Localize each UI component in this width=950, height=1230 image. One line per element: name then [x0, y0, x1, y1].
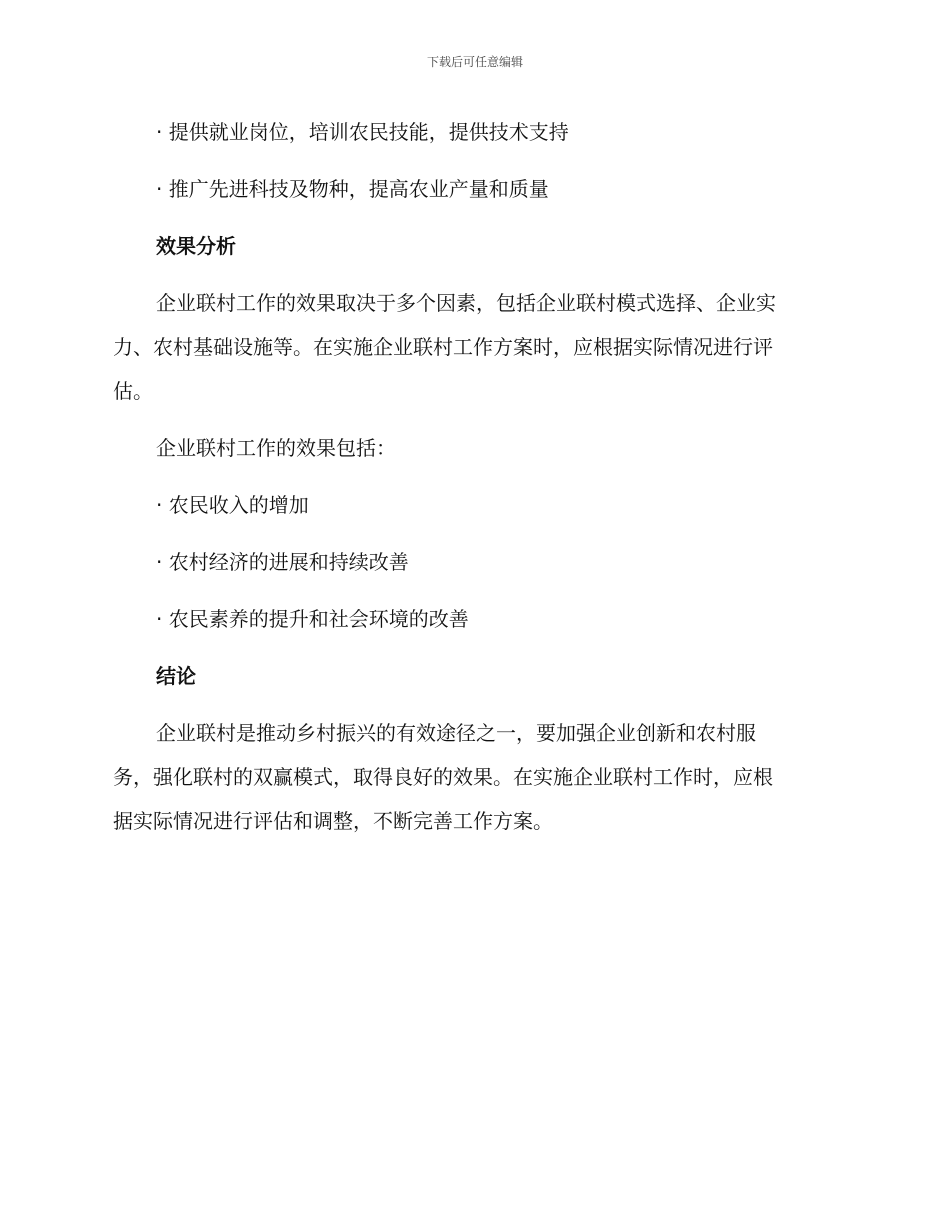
page-header: 下载后可任意编辑	[426, 55, 523, 69]
paragraph-line: 企业联村工作的效果包括：	[156, 436, 396, 460]
bullet-economy: · 农村经济的进展和持续改善	[156, 550, 409, 574]
paragraph-conclusion	[113, 711, 833, 843]
paragraph-effect-intro	[113, 426, 833, 470]
bullet-employment: · 提供就业岗位，培训农民技能，提供技术支持	[156, 120, 569, 144]
bullet-literacy: · 农民素养的提升和社会环境的改善	[156, 607, 469, 631]
paragraph-line: 力、农村基础设施等。在实施企业联村工作方案时，应根据实际情况进行评	[113, 335, 773, 359]
document-body	[113, 110, 833, 856]
paragraph-line: 企业联村是推动乡村振兴的有效途径之一，要加强企业创新和农村服	[156, 721, 756, 745]
heading-conclusion: 结论	[156, 664, 196, 688]
paragraph-effect-analysis	[113, 281, 833, 413]
bullet-technology: · 推广先进科技及物种，提高农业产量和质量	[156, 177, 549, 201]
bullet-income: · 农民收入的增加	[156, 493, 309, 517]
paragraph-line: 据实际情况进行评估和调整，不断完善工作方案。	[113, 809, 553, 833]
paragraph-line: 估。	[113, 379, 153, 403]
heading-effect-analysis: 效果分析	[156, 234, 236, 258]
paragraph-line: 企业联村工作的效果取决于多个因素，包括企业联村模式选择、企业实	[156, 291, 776, 315]
paragraph-line: 务，强化联村的双赢模式，取得良好的效果。在实施企业联村工作时，应根	[113, 765, 773, 789]
